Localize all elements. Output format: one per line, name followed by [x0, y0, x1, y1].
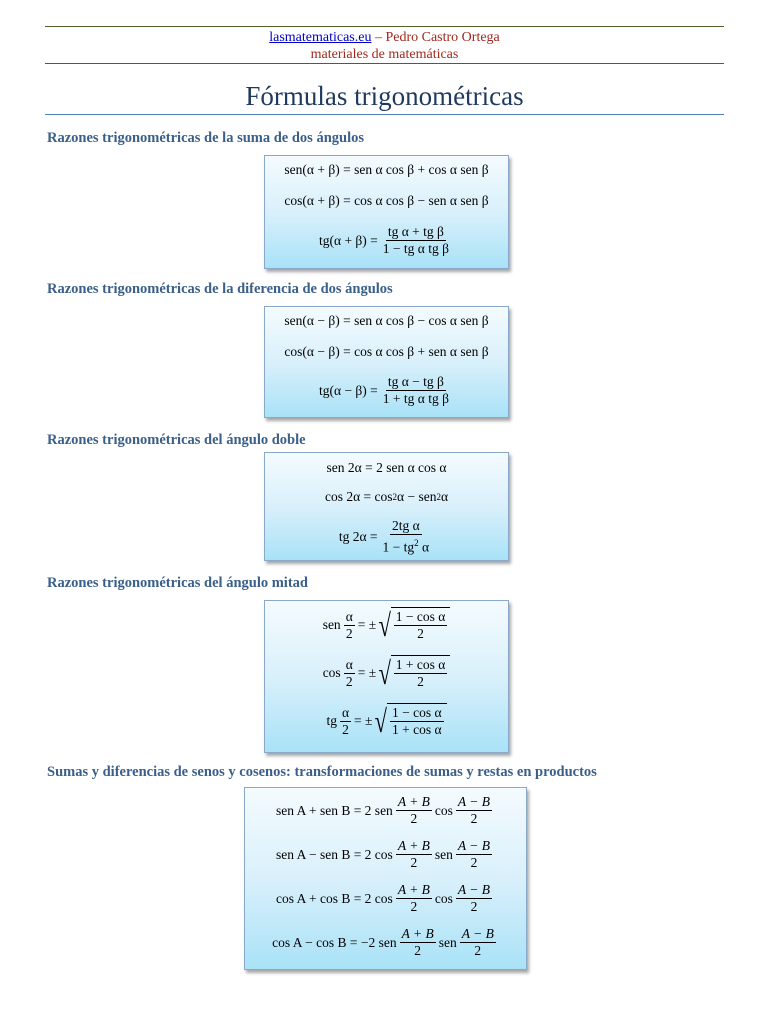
formula-cos-doble: [265, 489, 508, 505]
sen-mitad-radicand: [394, 609, 448, 642]
cos-mitad-two: 2: [345, 673, 353, 689]
row1-frac-a-den: 2: [410, 811, 418, 826]
row1-frac-b-num: A − B: [457, 794, 491, 809]
row2-mid: sen: [434, 846, 453, 862]
formula-box-mitad: [264, 600, 509, 753]
tg-doble-lhs: tg 2α =: [338, 528, 378, 544]
sen-doble-exponent: 2: [436, 492, 441, 502]
row2-frac-a: [396, 838, 432, 871]
cos-mitad-alpha: α: [345, 656, 353, 672]
sen-mitad-half-angle: [344, 609, 355, 642]
cos-doble-part-c: α: [440, 489, 449, 504]
formula-sen-diferencia: sen(α − β) = sen α cos β − cos α sen β: [284, 313, 489, 328]
row2-frac-a-den: 2: [410, 855, 418, 870]
cos-doble-exponent: 2: [392, 492, 398, 502]
row2-frac-b: [456, 838, 492, 871]
row2-frac-b-num: A − B: [457, 838, 491, 853]
tg-mitad-eq: = ±: [354, 713, 373, 728]
sen-mitad-eq: = ±: [357, 617, 377, 632]
cos-mitad-rad-den: 2: [417, 674, 424, 689]
tg-suma-numerator: tg α + tg β: [387, 224, 444, 239]
formula-sum-row-3: [245, 882, 526, 915]
section-heading-diferencia: Razones trigonométricas de la diferencia de dos ángulos: [47, 281, 393, 297]
formula-box-diferencia: [264, 306, 509, 418]
tg-doble-numerator: 2tg α: [391, 518, 420, 533]
tg-doble-exponent: 2: [414, 538, 419, 548]
row3-frac-b-num: A − B: [457, 882, 491, 897]
tg-mitad-rad-num: 1 − cos α: [392, 705, 442, 720]
cos-mitad-half-angle: [344, 657, 355, 690]
row4-frac-a: [400, 926, 436, 959]
tg-diferencia-numerator: tg α − tg β: [387, 374, 444, 389]
formula-sum-row-2: [245, 838, 526, 871]
row1-frac-b-den: 2: [470, 811, 478, 826]
cos-doble-part-b: α − sen: [397, 489, 437, 504]
sen-mitad-sqrt: √ $\frac{\text{1 − cos α}}{2}$: [376, 607, 450, 643]
row2-frac-b-den: 2: [470, 855, 478, 870]
cos-mitad-lhs: cos: [322, 665, 341, 680]
row4-frac-b-den: 2: [474, 943, 482, 958]
row3-frac-a-den: 2: [410, 899, 418, 914]
row1-frac-a: [396, 794, 432, 827]
formula-sum-row-4: [245, 926, 526, 959]
row2-lhs: sen A − sen B = 2 cos: [275, 846, 393, 862]
tg-suma-lhs: tg(α + β) =: [319, 232, 378, 248]
sen-mitad-two: 2: [345, 625, 353, 641]
row3-frac-a: [396, 882, 432, 915]
row3-mid: cos: [434, 890, 453, 906]
tg-mitad-two: 2: [342, 721, 349, 737]
formula-sen-suma: sen(α + β) = sen α cos β + cos α sen β: [284, 162, 489, 177]
section-heading-suma: Razones trigonométricas de la suma de dos ángulos: [47, 130, 364, 146]
header-subtitle: materiales de matemáticas: [310, 47, 459, 62]
tg-mitad-alpha: α: [341, 704, 350, 720]
row3-lhs: cos A + cos B = 2 cos: [275, 890, 393, 906]
tg-doble-den-part-b: α: [418, 539, 430, 555]
formula-sen-doble: sen 2α = 2 sen α cos α: [326, 460, 447, 475]
sen-mitad-rad-den: 2: [417, 626, 424, 641]
row4-frac-a-den: 2: [414, 943, 422, 958]
formula-tg-doble: [265, 518, 508, 556]
header-author: Pedro Castro Ortega: [385, 30, 500, 45]
row4-frac-b: [460, 926, 496, 959]
formula-sen-mitad: [265, 607, 508, 643]
tg-mitad-radicand: [390, 705, 444, 738]
tg-doble-den-part-a: 1 − tg: [382, 539, 415, 555]
tg-mitad-rad-den: 1 + cos α: [392, 722, 442, 737]
formula-cos-diferencia: cos(α − β) = cos α cos β + sen α sen β: [284, 344, 489, 359]
row4-lhs: cos A − cos B = −2 sen: [272, 934, 397, 950]
cos-doble-part-a: cos 2α = cos: [324, 489, 393, 504]
tg-diferencia-fraction: [381, 374, 451, 407]
row1-mid: cos: [434, 802, 453, 818]
formula-cos-mitad: [265, 655, 508, 691]
row3-frac-a-num: A + B: [397, 882, 430, 897]
row3-frac-b-den: 2: [470, 899, 478, 914]
formula-tg-diferencia: [265, 374, 508, 407]
formula-box-doble: [264, 452, 509, 561]
row4-mid: sen: [438, 934, 457, 950]
section-heading-mitad: Razones trigonométricas del ángulo mitad: [47, 575, 308, 591]
row3-frac-b: [456, 882, 492, 915]
site-link[interactable]: lasmatematicas.eu: [269, 30, 372, 45]
tg-mitad-lhs: tg: [326, 713, 337, 728]
formula-sum-row-1: [245, 794, 526, 827]
formula-box-suma: [264, 155, 509, 269]
row4-frac-a-num: A + B: [401, 926, 434, 941]
page-header: [45, 26, 724, 64]
row4-frac-b-num: A − B: [461, 926, 494, 941]
tg-doble-fraction: [381, 518, 432, 556]
cos-mitad-eq: = ±: [357, 665, 377, 680]
tg-doble-denominator: [381, 535, 432, 556]
sen-mitad-rad-num: 1 − cos α: [395, 609, 446, 624]
formula-box-sumas: [244, 787, 527, 970]
row1-lhs: sen A + sen B = 2 sen: [275, 802, 393, 818]
row2-frac-a-num: A + B: [397, 838, 430, 853]
sen-mitad-lhs: sen: [322, 617, 341, 632]
row1-frac-a-num: A + B: [397, 794, 430, 809]
header-dash: –: [374, 30, 382, 45]
tg-suma-fraction: [381, 224, 451, 257]
section-heading-sumas: Sumas y diferencias de senos y cosenos: transformaciones de sumas y restas en productos: [47, 764, 597, 780]
tg-mitad-half-angle: [340, 705, 351, 738]
page-title: Fórmulas trigonométricas: [45, 80, 724, 115]
cos-mitad-rad-num: 1 + cos α: [395, 657, 446, 672]
cos-mitad-radicand: [394, 657, 448, 690]
tg-diferencia-lhs: tg(α − β) =: [319, 382, 378, 398]
tg-diferencia-denominator: 1 + tg α tg β: [382, 391, 449, 406]
row1-frac-b: [456, 794, 492, 827]
section-heading-doble: Razones trigonométricas del ángulo doble: [47, 432, 306, 448]
tg-suma-denominator: 1 − tg α tg β: [382, 241, 449, 256]
formula-tg-suma: [265, 224, 508, 257]
tg-mitad-sqrt: √ $\frac{\text{1 − cos α}}{\text{1 + cos α}}$: [372, 703, 446, 739]
formula-cos-suma: cos(α + β) = cos α cos β − sen α sen β: [284, 193, 489, 208]
cos-mitad-sqrt: √ $\frac{\text{1 + cos α}}{2}$: [376, 655, 450, 691]
formula-tg-mitad: [265, 703, 508, 739]
sen-mitad-alpha: α: [345, 608, 353, 624]
